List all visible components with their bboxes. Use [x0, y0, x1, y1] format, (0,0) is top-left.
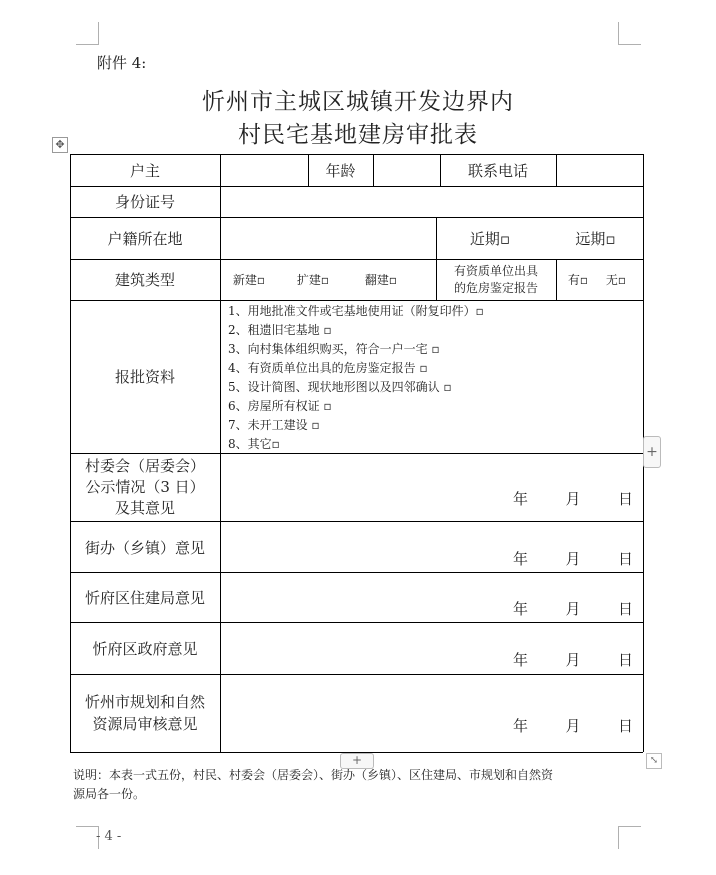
- date-year: 年: [513, 717, 529, 735]
- add-row-button[interactable]: +: [340, 753, 374, 769]
- add-column-button[interactable]: +: [643, 436, 661, 468]
- danger-report-line1: 有资质单位出具: [453, 263, 538, 278]
- household-location-label: 户籍所在地: [107, 229, 183, 248]
- opinion-label-line: 资源局审核意见: [92, 715, 198, 733]
- date-year: 年: [513, 600, 529, 618]
- danger-report-line2: 的危房鉴定报告: [453, 280, 538, 295]
- document-item[interactable]: 6、房屋所有权证 ▫: [228, 399, 332, 413]
- date-day: 日: [617, 550, 633, 568]
- near-term-checkbox[interactable]: 近期▫: [469, 229, 511, 248]
- danger-report-label: [436, 259, 556, 300]
- owner-label: 户主: [129, 161, 160, 180]
- date-field: [513, 598, 633, 619]
- date-month: 月: [565, 651, 581, 669]
- table-line: [556, 154, 557, 186]
- documents-list: [228, 302, 484, 454]
- opinion-label-line: 村委会（居委会）: [84, 456, 205, 475]
- village-committee-opinion-label: [70, 453, 220, 521]
- footer-note-line: 说明：本表一式五份，村民、村委会（居委会）、街办（乡镇）、区住建局、市规划和自然资: [73, 768, 554, 782]
- document-item[interactable]: 5、设计简图、现状地形图以及四邻确认 ▫: [228, 380, 452, 394]
- page-corner-mark: [618, 22, 641, 45]
- documents-label: 报批资料: [114, 368, 175, 386]
- date-field: [513, 548, 633, 569]
- date-field: [513, 715, 633, 736]
- footer-note-line: 源局各一份。: [73, 787, 146, 801]
- phone-label: 联系电话: [467, 161, 528, 180]
- street-office-opinion-label: 街办（乡镇）意见: [84, 539, 205, 557]
- opinion-label-line: 忻州市规划和自然: [84, 693, 205, 711]
- table-line: [220, 154, 221, 752]
- date-day: 日: [617, 717, 633, 735]
- table-move-icon[interactable]: ✥: [52, 137, 68, 153]
- opinion-label-line: 公示情况（3 日）: [85, 477, 205, 496]
- new-build-checkbox[interactable]: 新建▫: [232, 273, 266, 287]
- id-number-label: 身份证号: [114, 193, 175, 211]
- housing-bureau-opinion-label: 忻府区住建局意见: [84, 589, 205, 607]
- page-corner-mark: [618, 826, 641, 849]
- long-term-checkbox[interactable]: 远期▫: [575, 229, 616, 248]
- document-item[interactable]: 4、有资质单位出具的危房鉴定报告 ▫: [228, 361, 428, 375]
- page-title-line1: 忻州市主城区城镇开发边界内: [202, 89, 514, 115]
- opinion-label-line: 及其意见: [114, 498, 175, 517]
- date-month: 月: [565, 490, 581, 508]
- date-month: 月: [565, 550, 581, 568]
- date-field: [513, 488, 633, 509]
- date-day: 日: [617, 490, 633, 508]
- report-no-checkbox[interactable]: 无▫: [605, 273, 627, 287]
- expand-checkbox[interactable]: 扩建▫: [296, 273, 330, 287]
- attachment-label: 附件 4:: [97, 54, 147, 72]
- report-yes-checkbox[interactable]: 有▫: [567, 273, 589, 287]
- date-day: 日: [617, 600, 633, 618]
- district-government-opinion-label: 忻府区政府意见: [92, 639, 198, 658]
- date-field: [513, 649, 633, 670]
- building-type-label: 建筑类型: [114, 271, 175, 289]
- table-resize-icon[interactable]: ⤡: [646, 753, 662, 769]
- document-item[interactable]: 2、租遗旧宅基地 ▫: [228, 323, 332, 337]
- document-item[interactable]: 8、其它▫: [228, 437, 280, 451]
- page-corner-mark: [76, 22, 99, 45]
- table-line: [373, 154, 374, 186]
- renovate-checkbox[interactable]: 翻建▫: [364, 273, 398, 287]
- date-month: 月: [565, 717, 581, 735]
- date-month: 月: [565, 600, 581, 618]
- document-item[interactable]: 1、用地批准文件或宅基地使用证（附复印件）▫: [228, 304, 484, 318]
- age-label: 年龄: [325, 161, 356, 180]
- date-year: 年: [513, 550, 529, 568]
- footer-note: [73, 766, 645, 804]
- date-year: 年: [513, 490, 529, 508]
- document-item[interactable]: 3、向村集体组织购买，符合一户一宅 ▫: [228, 342, 440, 356]
- document-item[interactable]: 7、未开工建设 ▫: [228, 418, 320, 432]
- date-year: 年: [513, 651, 529, 669]
- planning-bureau-opinion-label: [70, 674, 220, 752]
- date-day: 日: [617, 651, 633, 669]
- page-number: - 4 -: [96, 829, 122, 844]
- page-title-line2: 村民宅基地建房审批表: [238, 122, 478, 148]
